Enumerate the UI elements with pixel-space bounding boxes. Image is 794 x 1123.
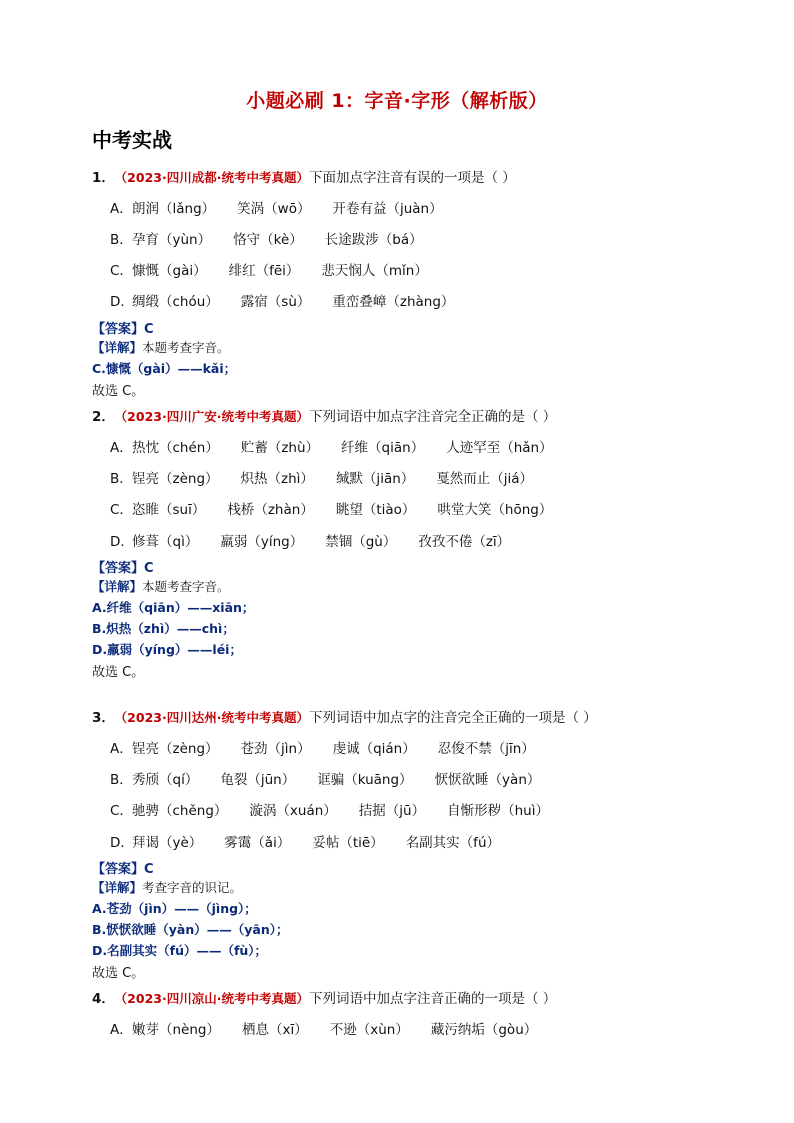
option-a: A．朗润（lǎng） 笑涡（wō） 开卷有益（juàn） [110, 201, 443, 217]
section-heading: 中考实战 [92, 128, 172, 152]
question-number: 3． [92, 710, 115, 726]
question-4-stem [92, 987, 556, 1007]
question-3-stem [92, 706, 597, 726]
question-text: 下列词语中加点字注音完全正确的是（ ） [308, 409, 557, 425]
page-title: 小题必刷 1：字音·字形（解析版） [246, 90, 548, 112]
detail-line: A.苍劲（jìn）——（jìng）； [92, 901, 257, 916]
explanation-line: 【详解】本题考查字音。 [92, 579, 230, 594]
question-1-stem [92, 166, 516, 186]
option-d: D．修葺（qì） 羸弱（yíng） 禁锢（gù） 孜孜不倦（zī） [110, 534, 511, 550]
answer-line: 【答案】C [92, 862, 154, 877]
option-b: B．孕育（yùn） 恪守（kè） 长途跋涉（bá） [110, 232, 423, 248]
question-text: 下面加点字注音有误的一项是（ ） [308, 170, 516, 186]
option-a: A．热忱（chén） 贮蓄（zhù） 纤维（qiān） 人迹罕至（hǎn） [110, 440, 553, 456]
detail-line: D.羸弱（yíng）——léi； [92, 642, 242, 657]
question-number: 2． [92, 409, 115, 425]
detail-line: B.恹恹欲睡（yàn）——（yān）； [92, 922, 289, 937]
detail-line: B.炽热（zhì）——chì； [92, 621, 235, 636]
question-number: 1． [92, 170, 115, 186]
option-a: A．嫩芽（nèng） 栖息（xī） 不逊（xùn） 藏污纳垢（gòu） [110, 1022, 538, 1038]
option-d: D．拜谒（yè） 雾霭（ǎi） 妥帖（tiē） 名副其实（fú） [110, 835, 500, 851]
question-text: 下列词语中加点字注音正确的一项是（ ） [308, 991, 557, 1007]
explanation-line: 【详解】本题考查字音。 [92, 340, 230, 355]
conclusion-line: 故选 C。 [92, 665, 145, 680]
option-b: B．秀颀（qí） 龟裂（jūn） 诓骗（kuāng） 恹恹欲睡（yàn） [110, 772, 541, 788]
option-d: D．绸缎（chóu） 露宿（sù） 重峦叠嶂（zhàng） [110, 294, 455, 310]
conclusion-line: 故选 C。 [92, 966, 145, 981]
option-a: A．锃亮（zèng） 苍劲（jìn） 虔诚（qián） 忍俊不禁（jīn） [110, 741, 535, 757]
detail-line: C.慷慨（gài）——kǎi； [92, 361, 237, 376]
question-2-stem [92, 405, 556, 425]
answer-line: 【答案】C [92, 561, 154, 576]
answer-line: 【答案】C [92, 322, 154, 337]
detail-line: D.名副其实（fú）——（fù）； [92, 943, 268, 958]
question-number: 4． [92, 991, 115, 1007]
question-source: （2023·四川凉山·统考中考真题） [120, 991, 309, 1006]
explanation-line: 【详解】考查字音的识记。 [92, 880, 243, 895]
question-source: （2023·四川广安·统考中考真题） [120, 409, 309, 424]
option-c: C．驰骋（chěng） 漩涡（xuán） 拮据（jū） 自惭形秽（huì） [110, 803, 549, 819]
option-c: C．恣睢（suī） 栈桥（zhàn） 眺望（tiào） 哄堂大笑（hōng） [110, 502, 553, 518]
question-source: （2023·四川成都·统考中考真题） [120, 170, 309, 185]
detail-line: A.纤维（qiān）——xiān； [92, 600, 255, 615]
question-text: 下列词语中加点字的注音完全正确的一项是（ ） [308, 710, 597, 726]
question-source: （2023·四川达州·统考中考真题） [120, 710, 309, 725]
option-b: B．锃亮（zèng） 炽热（zhì） 缄默（jiān） 戛然而止（jiá） [110, 471, 534, 487]
option-c: C．慷慨（gài） 绯红（fēi） 悲天悯人（mǐn） [110, 263, 428, 279]
conclusion-line: 故选 C。 [92, 384, 145, 399]
